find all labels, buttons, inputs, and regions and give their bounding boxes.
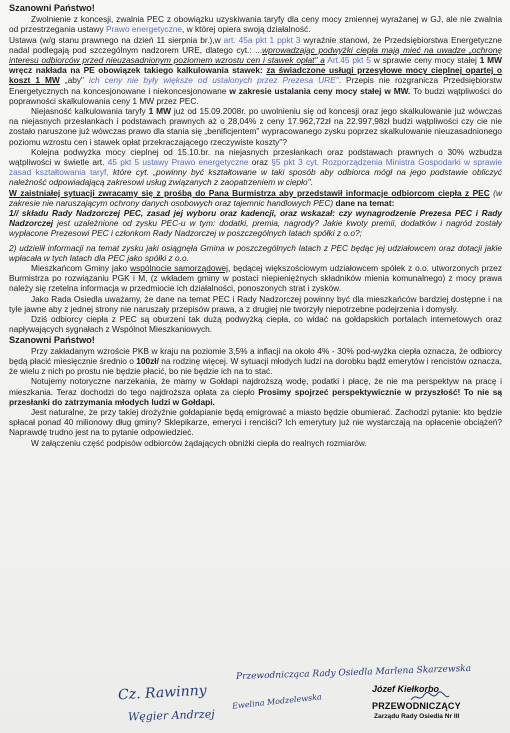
p2-text-f: „aby"	[64, 75, 84, 86]
p11-amount: 100zł/	[136, 355, 159, 366]
paragraph-4	[9, 147, 502, 188]
p12-appeal: Prosimy spojrzeć perspektywicznie w przyszłość! To nie są przesłanki do zatrzymania młodych ludzi w Gołdapi.	[9, 386, 502, 407]
greeting-2: Szanowni Państwo!	[9, 334, 95, 345]
paragraph-1-text: Zwolnienie z koncesji, zwalnia PEC z obowiązku uzyskiwania taryfy dla ceny mocy zmiennej wyrażanej w GJ, ale nie zwalnia od przestrzegania ustawy	[9, 14, 502, 35]
p2-text-g: ich ceny nie były większe od ustalonych przez Prezesa URE"	[89, 75, 339, 86]
law-reference: Prawo energetyczne	[105, 24, 183, 35]
p12-text-a: Notujemy notoryczne narzekania, że mamy w Gołdapi najdroższą wodę, podatki i płacę, że nie ma perspektyw na pracę i mieszkania. Teraz dochodzi do tego najdroższa opłata za ciepło	[9, 376, 502, 397]
signature-mid: Ewelina Modzelewska	[231, 692, 323, 711]
p2-text-c: w sprawie ceny mocy stałej	[373, 55, 477, 66]
paragraph-3	[9, 106, 502, 147]
paragraph-1	[9, 14, 502, 34]
p2-text-b: wyraźnie stanowi, że Przedsiębiorstwa Energetyczne nadal podlegają pod szczególnym nadzorem URE, dlatego cyt.: ...	[9, 34, 502, 55]
p11-text-d: W sytuacji młodych ludzi na dorobku bądź emerytów i rencistów oznacza, że wielu z nich po prostu nie będzie płacić, bo nie będzie ich na to stać.	[9, 355, 502, 377]
p3-text-a: Niejasność kalkulowania taryfy	[31, 106, 146, 117]
paragraph-13: Jest naturalne, że przy takiej drożyźnie gołdapianie będą emigrować a miasto będzie obumierać. Zachodzi pytanie: kto będzie spłacał ponad 40 milionowy dług gminy? Sklepikarze, emeryci i renciści? Ich emerytury już nie wystarczają na opłacenie obciążeń? Naprawdę trudno jest na to pytanie odpowiedzieć.	[9, 406, 502, 438]
request-item-1-text: jest uzależnione od zysku PEC-u w tym: dodatki, premia, nagrody? Jakie kwoty premii, dodatków i nagród zostały wypłacone Prezesowi PEC i członkom Rady Nadzorczej w poszczególnych latach spółki z o.o?;	[9, 218, 502, 239]
p11-text-a: Przy zakładanym wzroście PKB w kraju na poziomie 3,5% a inflacji na około 4% - 30% pod-wyżka ciepła oznacza, że odbiorcy będą płacić miesięcznie średnio o	[9, 345, 502, 366]
request-item-1-title: 1// składu Rady Nadzorczej PEC, zasad jej wyboru oraz kadencji, oraz wskazał: czy wynagrodzenie Prezesa PEC i Rady Nadzorczej	[9, 208, 502, 229]
p4-law-ref-2: §5 pkt 3 cyt. Rozporządzenia Ministra Gospodarki w sprawie zasad kształtowania taryf,	[9, 157, 503, 178]
p5-text-c: dane na temat:	[335, 197, 395, 208]
p2-text-h: . Przepis nie rozgranicza Przedsiębiorstw Energetycznych na koncesjonowane i niekoncesjonowane	[9, 75, 502, 96]
signature-left-1: Cz. Rawinny	[117, 682, 207, 704]
p5-text-b: (w zakresie nie naruszającym ochrony danych osobowych oraz tajemnic handlowych PEC)	[9, 187, 502, 208]
p2-text-j: To budzi wątpliwości do poprawności skalkulowania ceny 1 MW przez PEC.	[9, 85, 502, 106]
p4-text-b: oraz	[251, 157, 269, 168]
p4-text-a: Kolejna podwyżka mocy cieplnej od 15.10.br. na niejasnych przesłankach oraz podstawach prawnych o 30% wzbudza wątpliwości w świetle art.	[9, 146, 502, 168]
p8-text-a: Mieszkańcom Gminy jako	[31, 263, 128, 274]
p8-underlined: wspólnocie samorządowej	[130, 263, 229, 274]
stamp-title: PRZEWODNICZĄCY	[372, 701, 461, 711]
stamp-name: Józef Kiełkorbo	[372, 684, 440, 694]
p2-text-e: za świadczone usługi przesyłowe mocy cieplnej opartej o koszt 1 MW	[9, 65, 502, 86]
p2-text-i: w zakresie ustalania ceny mocy stałej w MW.	[229, 85, 411, 96]
p2-law-ref: art. 45a pkt 1 ppkt 3	[223, 34, 301, 45]
p11-text-c: na rodzinę więcej.	[161, 355, 229, 366]
paragraph-11	[9, 346, 502, 377]
signature-left-2: Węgier Andrzej	[127, 707, 215, 724]
request-item-2: 2) udzielił informacji na temat zysku jaki osiągnęła Gmina w poszczególnych latach z PEC będąc jej udziałowcem oraz dotacji jakie wpłacała w tych latach dla PEC jako spółki z o.o.	[9, 242, 502, 263]
paragraph-1-end: , w której opiera swoją działalność.	[182, 24, 311, 35]
paragraph-8	[9, 263, 502, 294]
p2-text-a: Ustawa (w/g stanu prawnego na dzień 11 sierpnia br.),w	[9, 34, 221, 45]
p2-law-ref-2: Art.45 pkt 5	[327, 55, 371, 66]
paragraph-12	[9, 376, 502, 407]
p4-law-ref: 45 pkt 5 ustawy Prawo energetyczne	[107, 157, 249, 168]
p2-quote: wprowadzając podwyżki ciepła mają mieć na uwadze „ochronę interesu odbiorców przed nieuzasadnionym poziomem wzrostu cen i stawek opłat" a	[9, 44, 502, 66]
p3-text-b: 1 MW	[148, 106, 171, 117]
paragraph-14: W załączeniu część podpisów odbiorców żądających obniżki ciepła do realnych rozmiarów.	[31, 437, 367, 448]
paragraph-6	[9, 208, 502, 239]
stamp-org: Zarządu Rady Osiedla Nr III	[374, 713, 460, 720]
p8-text-b: , będącej większościowym udziałowcem spółek z o.o. utworzonych przez Burmistrza po rozwiązaniu PGK i M, (z wkładem gminy w postaci niepieniężnych składników mienia komunalnego) z mocy prawa należy się rzetelna informacja w przedmiocie ich działalności, ponoszonych strat i zysków.	[9, 263, 502, 294]
paragraph-10: Dziś odbiorcy ciepła z PEC są oburzeni tak dużą podwyżką ciepła, co widać na gołdapskich portalach internetowych oraz napływających sygnałach z Wspólnot Mieszkaniowych.	[9, 314, 502, 335]
p3-text-c: już od 15.09.2008r. po uwolnieniu się od koncesji oraz jego skalkulowanie już wówczas na niejasnych przesłankach i podstawach prawnych aż o 28,04% z ceny 17.962,72zł na 22.997,98zł budzi wątpliwości czy cie nie zostało naruszone już wówczas prawo dla stania się „benificjentem" wypracowanego zysku poprzez skalkulowanie nieuzasadnionego poziomu wzrostu cen i stawek opłat przekraczającego rzeczywiste koszty"?	[9, 106, 502, 147]
signature-top-right: Przewodnicząca Rady Osiedla Marlena Skarzewska	[235, 663, 472, 683]
greeting: Szanowni Państwo!	[9, 3, 95, 13]
paragraph-2	[9, 35, 502, 106]
paragraph-5	[9, 188, 502, 208]
request-heading: W zaistniałej sytuacji zwracamy się z prośbą do Pana Burmistrza aby przedstawił informacje odbiorcom ciepła z PEC	[9, 187, 490, 198]
p2-text-d: 1 MW wręcz nakłada na PE obowiązek takiego kalkulowania stawek:	[9, 55, 502, 76]
p4-text-c: które cyt. „powinny być kształtowane w taki sposób aby odbiorca mógł na jego podstawie obliczyć należność odpowiadającą zakresowi usług związanych z zaopatrzeniem w ciepło".	[9, 167, 502, 188]
paragraph-9: Jako Rada Osiedla uważamy, że dane na temat PEC i Rady Nadzorczej powinny być dla mieszkańców bardziej dostępne i na tyle jawne aby z jednej strony nie naruszały przepisów prawa, a z drugiej nie tworzyły niepotrzebne podejrzenia i domysły.	[9, 293, 502, 314]
